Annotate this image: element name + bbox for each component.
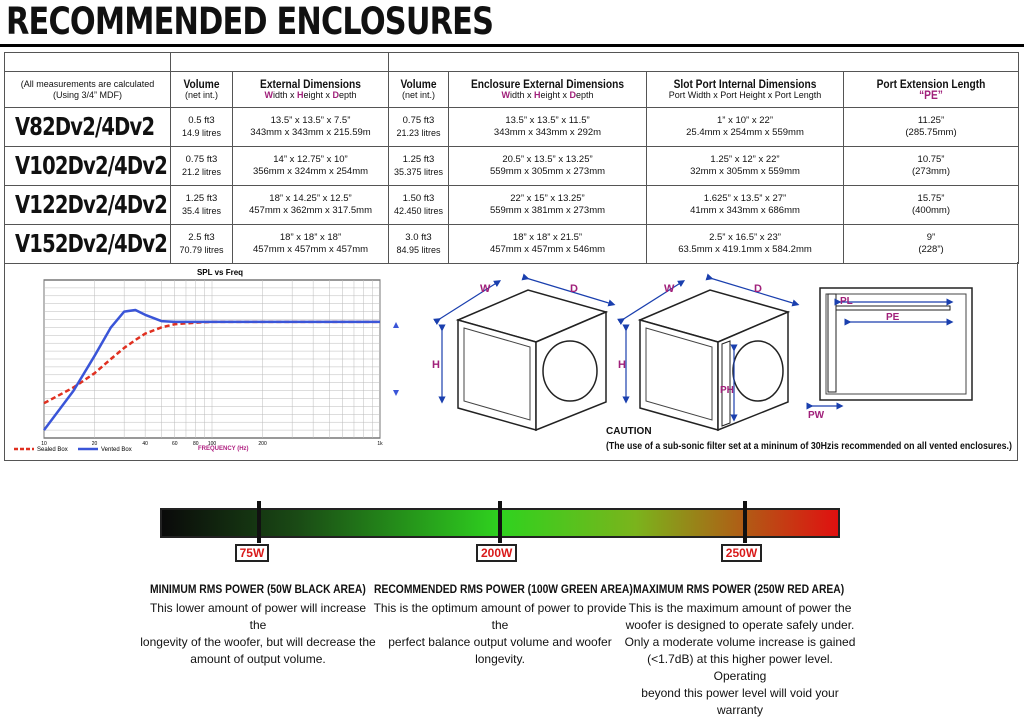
min-power-text [140, 600, 376, 668]
port-wall-icon [828, 294, 836, 392]
caution-title: CAUTION [606, 426, 652, 437]
slot-port-dimensions: 1.25” x 12” x 22” 32mm x 305mm x 559mm [647, 147, 844, 186]
min-power-title: MINIMUM RMS POWER (50W BLACK AREA) [150, 582, 366, 596]
up-arrow-icon [393, 322, 399, 328]
power-marker-label: 200W [476, 544, 517, 562]
caution-text: (The use of a sub-sonic filter set at a mininum of 30Hzis recommended on all vented enclosures.) [606, 441, 1012, 452]
sealed-volume: 2.5 ft3 70.79 litres [171, 225, 233, 264]
recommended-power-line: perfect balance output volume and woofer longevity. [388, 635, 612, 666]
min-power-line: This lower amount of power will increase the [149, 601, 367, 632]
vented-volume: 3.0 ft3 84.95 litres [389, 225, 449, 264]
port-extension: 10.75” (273mm) [844, 147, 1019, 186]
header-enclosure-external-dimensions: Enclosure External Dimensions Width x Height x Depth [449, 72, 647, 108]
sealed-dimensions: 14” x 12.75” x 10” 356mm x 324mm x 254mm [233, 147, 389, 186]
vented-volume: 1.25 ft3 35.375 litres [389, 147, 449, 186]
woofer-opening-icon [733, 341, 783, 401]
table-row [5, 225, 1019, 264]
max-power-title: MAXIMUM RMS POWER (250W RED AREA) [633, 582, 845, 596]
vented-dimensions: 18” x 18” x 21.5” 457mm x 457mm x 546mm [449, 225, 647, 264]
vented-dimensions: 20.5” x 13.5” x 13.25” 559mm x 305mm x 273mm [449, 147, 647, 186]
port-extension-icon [836, 306, 950, 310]
vented-volume: 1.50 ft3 42.450 litres [389, 186, 449, 225]
port-extension: 9” (228”) [844, 225, 1019, 264]
power-marker-label: 250W [721, 544, 762, 562]
model-name: V152Dv2/4Dv2 [5, 225, 171, 264]
power-marker-tick [257, 501, 261, 543]
label-pl: PL [840, 296, 853, 307]
slot-port-icon [722, 341, 730, 426]
power-marker-tick [498, 501, 502, 543]
label-w: W [480, 283, 491, 295]
recommended-power-title: RECOMMENDED RMS POWER (100W GREEN AREA) [374, 582, 633, 596]
min-power-line: longevity of the woofer, but will decrease the [140, 635, 376, 649]
legend-vented-label: Vented Box [101, 447, 132, 453]
table-row [5, 108, 1019, 147]
vented-dimensions: 13.5” x 13.5” x 11.5” 343mm x 343mm x 292m [449, 108, 647, 147]
label-pe: PE [886, 312, 900, 323]
sealed-box-diagram [430, 268, 610, 428]
slot-port-dimensions: 1.625” x 13.5” x 27” 41mm x 343mm x 686mm [647, 186, 844, 225]
chart-x-tick-label: 60 [171, 441, 178, 447]
port-top-view-diagram [800, 280, 980, 420]
sealed-volume: 0.75 ft3 21.2 litres [171, 147, 233, 186]
label-h: H [432, 359, 440, 371]
header-sealed-volume: Volume (net int.) [171, 72, 233, 108]
label-d: D [570, 283, 578, 295]
label-pw: PW [808, 410, 825, 421]
chart-legend [14, 447, 132, 453]
vented-dimensions: 22” x 15” x 13.25” 559mm x 381mm x 273mm [449, 186, 647, 225]
header-port-extension: Port Extension Length “PE” [844, 72, 1019, 108]
chart-x-tick-label: 20 [91, 441, 98, 447]
sealed-dimensions: 18” x 14.25” x 12.5” 457mm x 362mm x 317.5mm [233, 186, 389, 225]
label-h: H [618, 359, 626, 371]
table-row [5, 147, 1019, 186]
sealed-dimensions: 13.5” x 13.5” x 7.5” 343mm x 343mm x 215.59m [233, 108, 389, 147]
header-slot-port: Slot Port Internal Dimensions Port Width x Port Height x Port Length [647, 72, 844, 108]
max-power-line: (<1.7dB) at this higher power level. Operating [647, 652, 833, 683]
header-external-dimensions: External Dimensions Width x Height x Depth [233, 72, 389, 108]
recommended-power-line: This is the optimum amount of power to provide the [373, 601, 627, 632]
chart-x-tick-label: 200 [258, 441, 267, 447]
chart-x-tick-label: 1k [377, 441, 383, 447]
sealed-volume: 1.25 ft3 35.4 litres [171, 186, 233, 225]
vented-box-diagram [620, 268, 800, 428]
max-power-line: Only a moderate volume increase is gained [624, 635, 856, 649]
model-name: V122Dv2/4Dv2 [5, 186, 171, 225]
vented-volume: 0.75 ft3 21.23 litres [389, 108, 449, 147]
down-arrow-icon [393, 390, 399, 396]
model-name: V82Dv2/4Dv2 [5, 108, 171, 147]
label-d: D [754, 283, 762, 295]
port-extension: 11.25” (285.75mm) [844, 108, 1019, 147]
power-marker-tick [743, 501, 747, 543]
title-rule [0, 44, 1024, 47]
enclosure-spec-table [4, 52, 1019, 264]
sealed-dimensions: 18” x 18” x 18” 457mm x 457mm x 457mm [233, 225, 389, 264]
max-power-text [620, 600, 860, 719]
chart-grid [44, 280, 380, 438]
max-power-line: woofer is designed to operate safely under. [625, 618, 855, 632]
header-note: (All measurements are calculated (Using 3/4” MDF) [5, 72, 171, 108]
page-title: RECOMMENDED ENCLOSURES [6, 0, 494, 43]
spl-vs-freq-chart [8, 266, 408, 458]
label-w: W [664, 283, 675, 295]
chart-x-tick-label: 80 [192, 441, 199, 447]
legend-sealed-label: Sealed Box [37, 447, 68, 453]
power-marker-label: 75W [235, 544, 270, 562]
table-row [5, 186, 1019, 225]
model-name: V102Dv2/4Dv2 [5, 147, 171, 186]
port-extension: 15.75” (400mm) [844, 186, 1019, 225]
chart-title: SPL vs Freq [196, 268, 244, 277]
sealed-volume: 0.5 ft3 14.9 litres [171, 108, 233, 147]
max-power-line: beyond this power level will void your warranty [641, 686, 839, 717]
slot-port-dimensions: 1” x 10” x 22” 25.4mm x 254mm x 559mm [647, 108, 844, 147]
chart-x-tick-label: 10 [41, 441, 47, 447]
max-power-line: This is the maximum amount of power the [628, 601, 852, 615]
chart-x-tick-label: 100 [207, 441, 217, 447]
table-blank-row [5, 53, 1019, 72]
min-power-line: amount of output volume. [190, 652, 326, 666]
woofer-opening-icon [543, 341, 597, 401]
chart-x-label: FREQUENCY (Hz) [198, 446, 249, 452]
table-header-row [5, 72, 1019, 108]
recommended-power-text [368, 600, 632, 668]
label-ph: PH [720, 385, 734, 396]
header-vented-volume: Volume (net int.) [389, 72, 449, 108]
chart-x-tick-label: 40 [142, 441, 148, 447]
slot-port-dimensions: 2.5” x 16.5” x 23” 63.5mm x 419.1mm x 584.2mm [647, 225, 844, 264]
